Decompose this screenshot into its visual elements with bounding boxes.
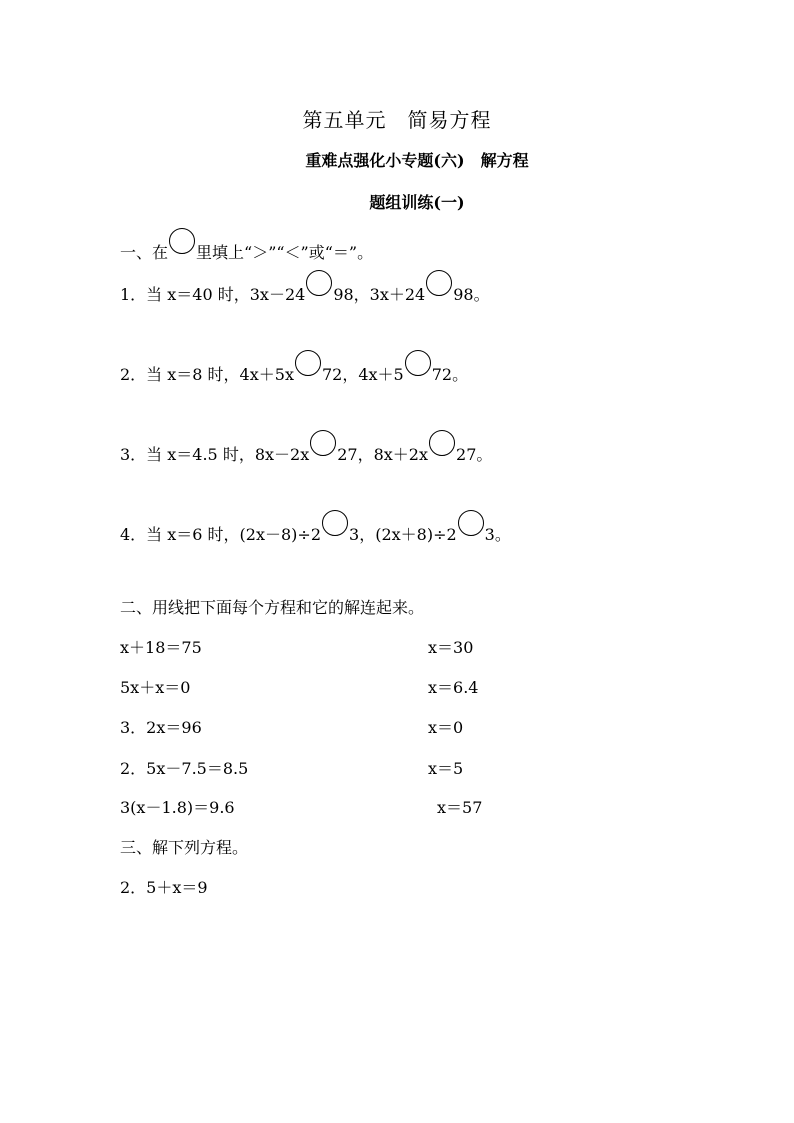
question-3-part-c: 27。 [456,445,493,464]
solution-item[interactable]: x＝30 [428,638,474,657]
equation-item[interactable]: 2．5x－7.5＝8.5 [120,759,249,778]
question-4-part-b: 3，(2x＋8)÷2 [349,525,457,544]
question-4-part-c: 3。 [484,525,511,544]
solution-item[interactable]: x＝57 [437,798,483,817]
page-subtitle-2: 题组训练(一) [369,193,465,212]
question-1-part-b: 98，3x＋24 [333,285,426,304]
answer-circle-2b[interactable] [405,350,431,376]
question-2-part-a: 2．当 x＝8 时，4x＋5x [120,365,294,384]
answer-circle-3a[interactable] [310,430,336,456]
section3-heading: 三、解下列方程。 [120,838,249,857]
page-title: 第五单元 简易方程 [302,108,492,132]
solution-item[interactable]: x＝6.4 [428,678,479,697]
question-2-part-b: 72，4x＋5 [321,365,404,384]
question-2-part-c: 72。 [431,365,469,384]
answer-circle-1a[interactable] [306,270,332,296]
section1-heading-pre: 一、在 [120,243,169,262]
question-1 [120,278,490,305]
answer-circle-1b[interactable] [426,270,452,296]
page-subtitle: 重难点强化小专题(六) 解方程 [305,151,529,170]
question-1-part-a: 1．当 x＝40 时，3x－24 [120,285,306,304]
solution-item[interactable]: x＝5 [428,759,464,778]
equation-item[interactable]: 5x＋x＝0 [120,678,191,697]
question-4-part-a: 4．当 x＝6 时，(2x－8)÷2 [120,525,322,544]
question-3-part-b: 27，8x＋2x [337,445,429,464]
solution-item[interactable]: x＝0 [428,718,464,737]
answer-circle-4a[interactable] [322,510,348,536]
section2-heading: 二、用线把下面每个方程和它的解连起来。 [120,598,425,617]
answer-circle[interactable] [169,228,195,254]
question-2 [120,358,468,385]
section1-heading [120,236,373,263]
question-3 [120,438,492,465]
question-3-part-a: 3．当 x＝4.5 时，8x－2x [120,445,310,464]
answer-circle-3b[interactable] [429,430,455,456]
answer-circle-2a[interactable] [295,350,321,376]
equation-item[interactable]: 3(x－1.8)＝9.6 [120,798,235,817]
section1-heading-post: 里填上“＞”“＜”或“＝”。 [196,243,374,262]
answer-circle-4b[interactable] [458,510,484,536]
equation-item[interactable]: x＋18＝75 [120,638,202,657]
solve-equation-1: 2．5＋x＝9 [120,878,208,897]
question-4 [120,518,511,545]
equation-item[interactable]: 3．2x＝96 [120,718,202,737]
question-1-part-c: 98。 [453,285,490,304]
